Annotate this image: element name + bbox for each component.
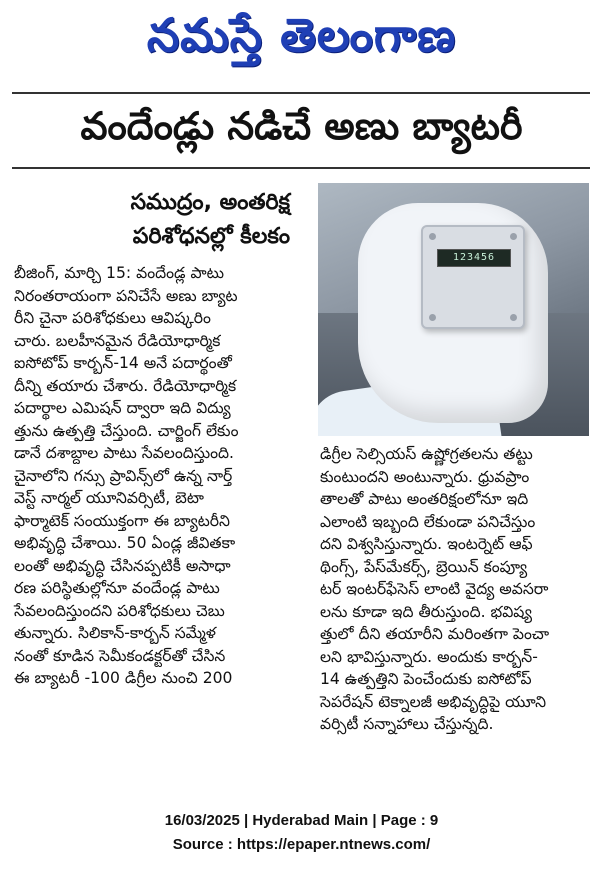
body-text-line: డానే దశాబ్దాల పాటు సేవలందిస్తుంది. <box>14 444 234 462</box>
body-text-line: అభివృద్ధి చేశాయి. 50 ఏండ్ల జీవితకా <box>14 534 236 552</box>
body-text-line: వర్సిటీ సన్నాహాలు చేస్తున్నది. <box>320 715 494 733</box>
body-text-line: 14 ఉత్పత్తిని పెంచేందుకు ఐసోటోప్ <box>320 670 532 688</box>
article-photo <box>318 183 589 436</box>
body-text-line: నిరంతరాయంగా పనిచేసే అణు బ్యాట <box>14 286 238 305</box>
article-body-right-column <box>320 443 596 736</box>
newspaper-title: నమస్తే తెలంగాణ <box>146 8 457 62</box>
body-text-line: లంతో అభివృద్ధి చేసినప్పటికీ అసాధా <box>14 556 231 575</box>
body-text-line: చారు. బలహీనమైన రేడియోధార్మిక <box>14 331 221 350</box>
device-display: 123456 <box>437 249 511 267</box>
body-text-line: సెపరేషన్ టెక్నాలజీ అభివృద్ధిపై యూని <box>320 692 547 711</box>
body-text-line: రణ పరిస్థితుల్లోనూ వందేండ్ల పాటు <box>14 579 220 597</box>
masthead <box>0 0 603 82</box>
body-text-line: ఈ బ్యాటరీ -100 డిగ్రీల నుంచి 200 <box>14 669 233 687</box>
footer-source-link[interactable]: Source : https://epaper.ntnews.com/ <box>172 836 431 853</box>
article-subhead <box>30 186 290 254</box>
body-text-line: తున్నారు. సిలికాన్-కార్బన్ సమ్మేళ <box>14 624 216 642</box>
body-text-line: నంతో కూడిన సెమీకండక్టర్‌తో చేసిన <box>14 646 226 665</box>
body-text-line: త్తులో దీని తయారీని మరింతగా పెంచా <box>320 625 550 643</box>
body-text-line: లని భావిస్తున్నారు. అందుకు కార్బన్- <box>320 647 538 666</box>
body-text-line: రీని చైనా పరిశోధకులు ఆవిష్కరిం <box>14 309 211 327</box>
nuclear-battery-device <box>421 225 525 329</box>
body-text-line: ఫార్మాటెక్ సంయుక్తంగా ఈ బ్యాటరీని <box>14 511 230 530</box>
body-text-line: బీజింగ్, మార్చి 15: వందేండ్ల పాటు <box>14 264 225 282</box>
body-text-line: సేవలందిస్తుందని పరిశోధకులు చెబు <box>14 601 225 620</box>
body-text-line: కుంటుందని అంటున్నారు. ధ్రువప్రాం <box>320 467 530 486</box>
body-text-line: డిగ్రీల సెల్సియస్ ఉష్ణోగ్రతలను తట్టు <box>320 445 533 463</box>
body-text-line: టర్ ఇంటర్‌ఫేసెస్ లాంటి వైద్య అవసరా <box>320 580 549 598</box>
body-text-line: దని విశ్వసిస్తున్నారు. ఇంటర్నెట్ ఆఫ్ <box>320 535 533 553</box>
article-headline: వందేండ్లు నడిచే అణు బ్యాటరీ <box>80 104 523 148</box>
subhead-line: పరిశోధనల్లో కీలకం <box>132 224 290 249</box>
body-text-line: దీన్ని తయారు చేశారు. రేడియోధార్మిక <box>14 376 237 395</box>
subhead-line: సముద్రం, అంతరిక్ష <box>130 190 290 215</box>
headline-divider <box>12 167 590 169</box>
body-text-line: ఐసోటోప్ కార్బన్-14 అనే పదార్థంతో <box>14 354 232 372</box>
top-divider <box>12 92 590 94</box>
body-text-line: థింగ్స్, పేస్‌మేకర్స్, బ్రెయిన్ కంప్యూ <box>320 557 528 576</box>
body-text-line: వెస్ట్ నార్మల్ యూనివర్సిటీ, బెటా <box>14 489 204 507</box>
body-text-line: ఎలాంటి ఇబ్బంది లేకుండా పనిచేస్తుం <box>320 512 536 531</box>
body-text-line: పదార్థాల ఎమిషన్ ద్వారా ఇది విద్యు <box>14 399 231 417</box>
body-text-line: లను కూడా ఇది తీరుస్తుంది. భవిష్య <box>320 602 533 621</box>
body-text-line: త్తును ఉత్పత్తి చేస్తుంది. చార్జింగ్ లేకుం <box>14 421 239 440</box>
body-text-line: తాలతో పాటు అంతరిక్షంలోనూ ఇది <box>320 490 529 508</box>
article-body-left-column <box>14 262 304 690</box>
body-text-line: చైనాలోని గన్సు ప్రావిన్స్‌లో ఉన్న నార్త్ <box>14 466 233 485</box>
footer-edition-info: 16/03/2025 | Hyderabad Main | Page : 9 <box>164 812 439 829</box>
